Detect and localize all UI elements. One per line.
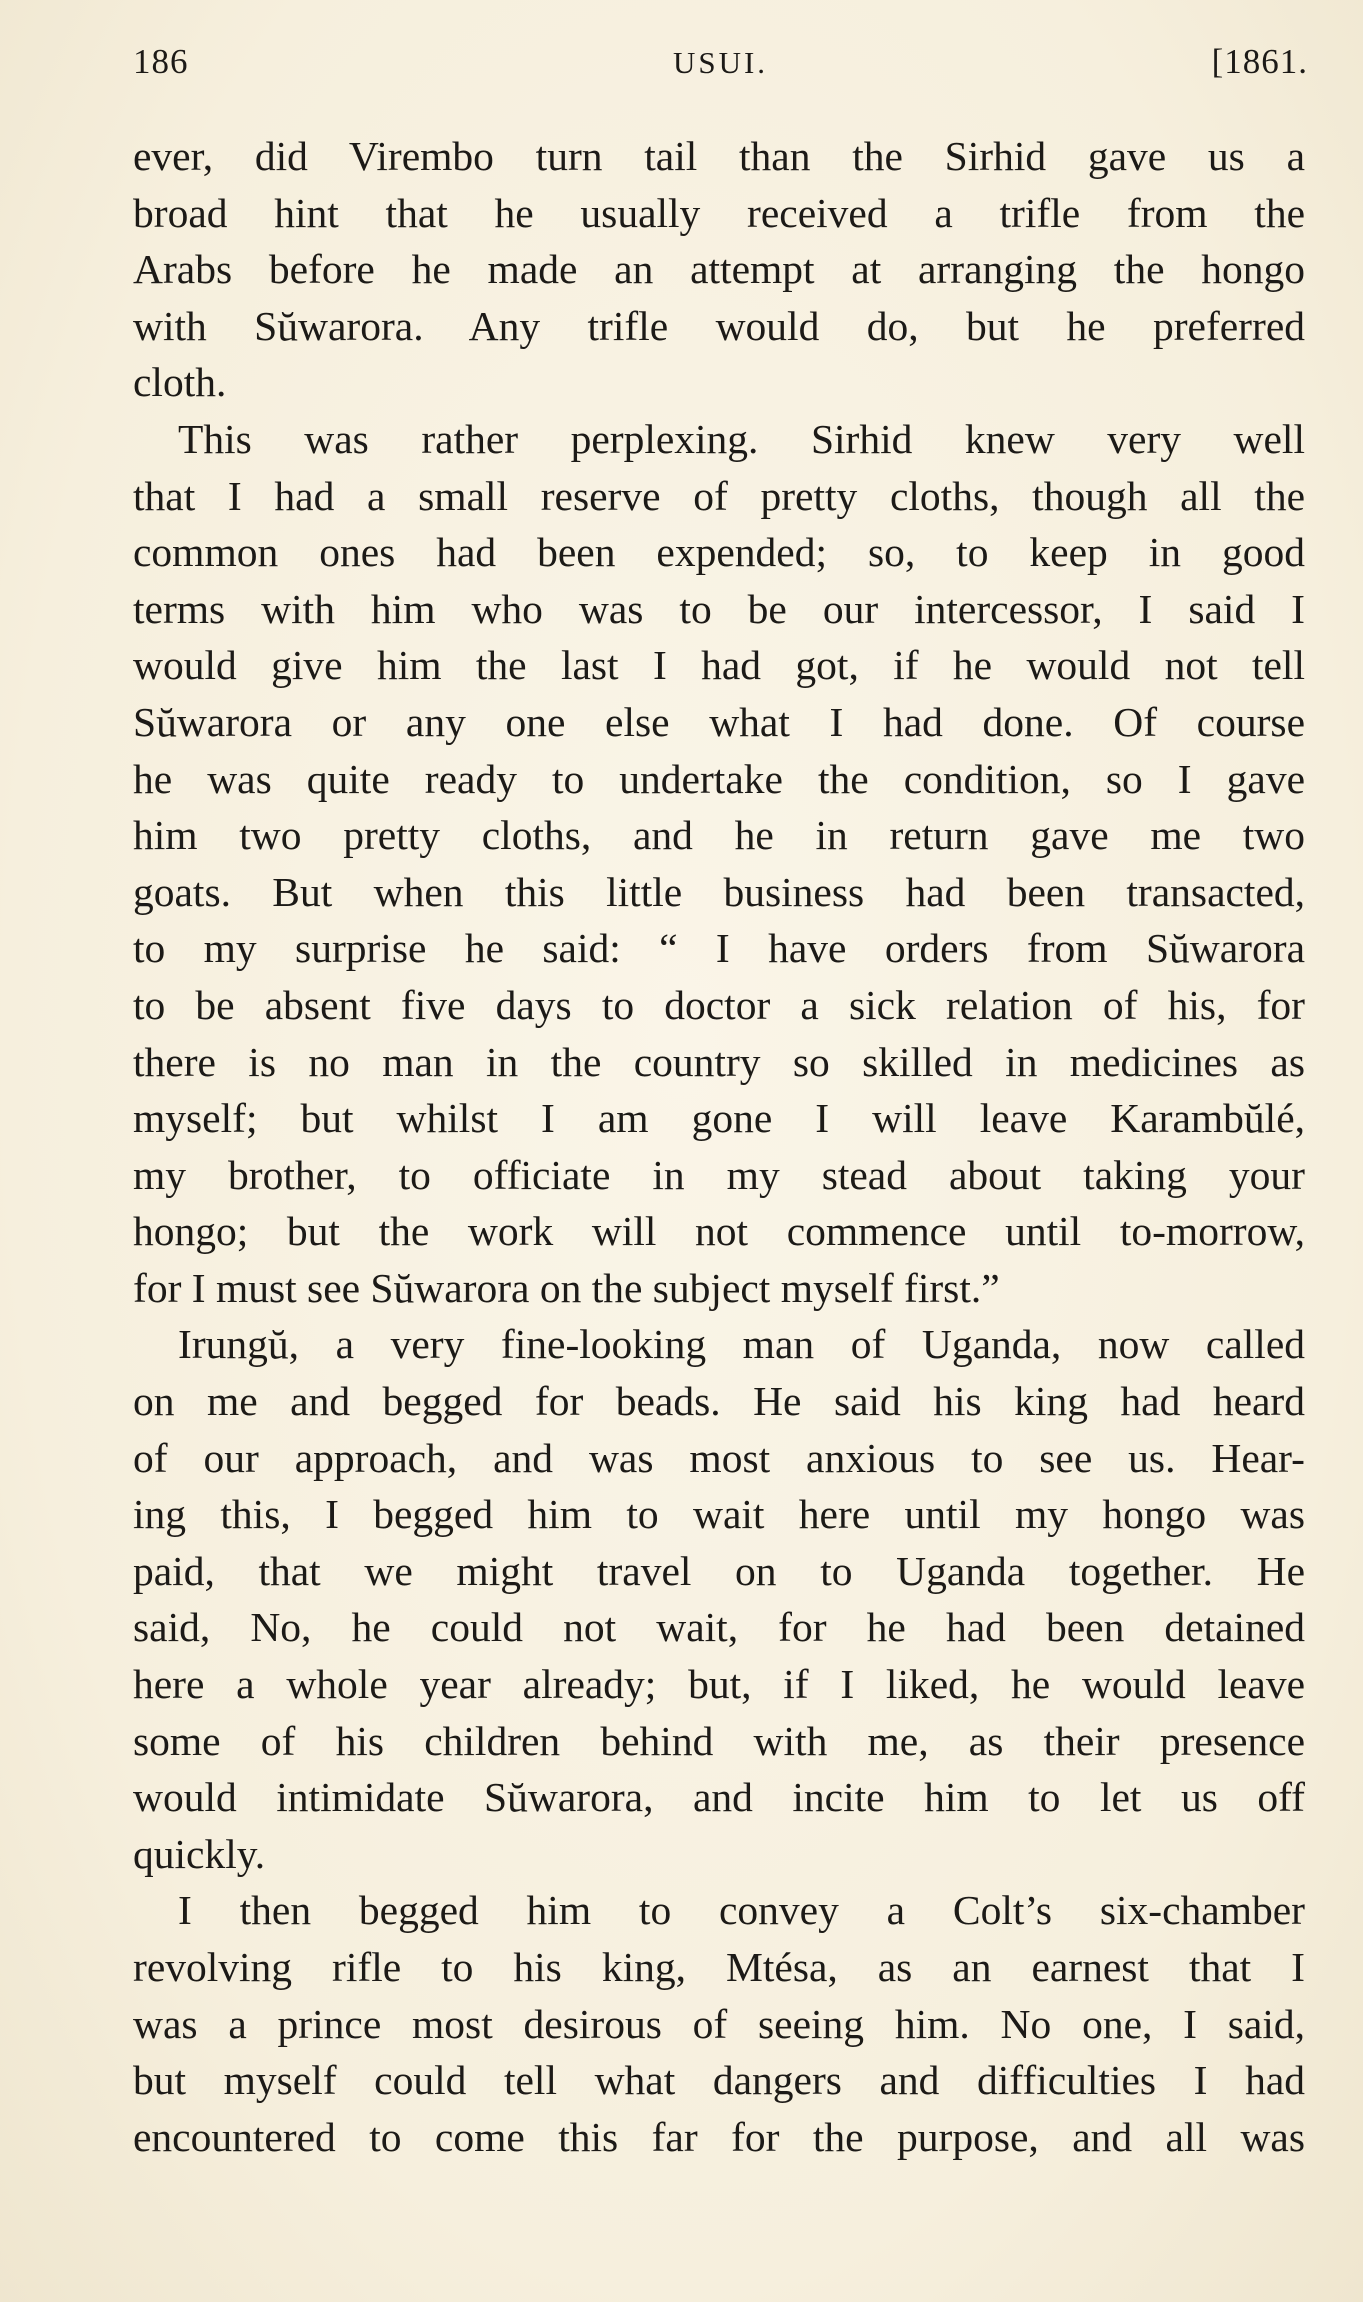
text-line: for I must see Sŭwarora on the subject myself first.” bbox=[133, 1264, 1000, 1311]
text-line: ing this, I begged him to wait here until my hongo was bbox=[133, 1491, 1305, 1538]
text-line: to be absent five days to doctor a sick relation of his, for bbox=[133, 981, 1305, 1028]
text-line: Arabs before he made an attempt at arranging the hongo bbox=[133, 246, 1305, 293]
text-line: but myself could tell what dangers and difficulties I had bbox=[133, 2057, 1305, 2104]
text-line: that I had a small reserve of pretty cloths, though all the bbox=[133, 472, 1305, 519]
text-line: here a whole year already; but, if I liked, he would leave bbox=[133, 1661, 1305, 1708]
text-line: on me and begged for beads. He said his king had heard bbox=[133, 1378, 1305, 1425]
text-line: of our approach, and was most anxious to see us. Hear- bbox=[133, 1434, 1305, 1481]
page-number: 186 bbox=[133, 42, 189, 81]
paragraph-start-line: Irungŭ, a very fine-looking man of Uganda, now called bbox=[178, 1321, 1305, 1368]
text-line: ever, did Virembo turn tail than the Sirhid gave us a bbox=[133, 133, 1305, 179]
text-line: he was quite ready to undertake the condition, so I gave bbox=[133, 755, 1305, 802]
text-line: goats. But when this little business had been transacted, bbox=[133, 868, 1305, 915]
text-line: cloth. bbox=[133, 359, 227, 406]
text-line: was a prince most desirous of seeing him. No one, I said, bbox=[133, 2000, 1305, 2047]
text-line: common ones had been expended; so, to keep in good bbox=[133, 529, 1305, 576]
text-line: paid, that we might travel on to Uganda together. He bbox=[133, 1547, 1305, 1594]
text-line: with Sŭwarora. Any trifle would do, but he preferred bbox=[133, 302, 1305, 349]
running-header bbox=[133, 42, 1308, 90]
text-line: there is no man in the country so skilled in medicines as bbox=[133, 1038, 1305, 1085]
running-title: USUI. bbox=[672, 45, 769, 80]
text-line: him two pretty cloths, and he in return gave me two bbox=[133, 812, 1305, 859]
text-line: encountered to come this far for the purpose, and all was bbox=[133, 2113, 1305, 2160]
paragraph-start-line: This was rather perplexing. Sirhid knew very well bbox=[178, 415, 1305, 462]
text-line: would intimidate Sŭwarora, and incite him to let us off bbox=[133, 1774, 1305, 1821]
text-line: said, No, he could not wait, for he had been detained bbox=[133, 1604, 1305, 1651]
text-line: would give him the last I had got, if he would not tell bbox=[133, 642, 1305, 689]
text-line: my brother, to officiate in my stead about taking your bbox=[133, 1151, 1305, 1198]
text-line: myself; but whilst I am gone I will leave Karambŭlé, bbox=[133, 1095, 1305, 1142]
text-line: to my surprise he said: “ I have orders from Sŭwarora bbox=[133, 925, 1305, 972]
body-text bbox=[133, 128, 1305, 2165]
paragraph-start-line: I then begged him to convey a Colt’s six-chamber bbox=[178, 1887, 1305, 1934]
text-line: quickly. bbox=[133, 1830, 266, 1877]
text-line: terms with him who was to be our intercessor, I said I bbox=[133, 585, 1305, 632]
text-line: Sŭwarora or any one else what I had done. Of course bbox=[133, 698, 1305, 745]
header-year: [1861. bbox=[1211, 42, 1308, 81]
text-line: broad hint that he usually received a trifle from the bbox=[133, 189, 1305, 236]
text-line: revolving rifle to his king, Mtésa, as an earnest that I bbox=[133, 1944, 1305, 1990]
text-line: some of his children behind with me, as their presence bbox=[133, 1717, 1305, 1764]
text-line: hongo; but the work will not commence until to-morrow, bbox=[133, 1208, 1305, 1255]
